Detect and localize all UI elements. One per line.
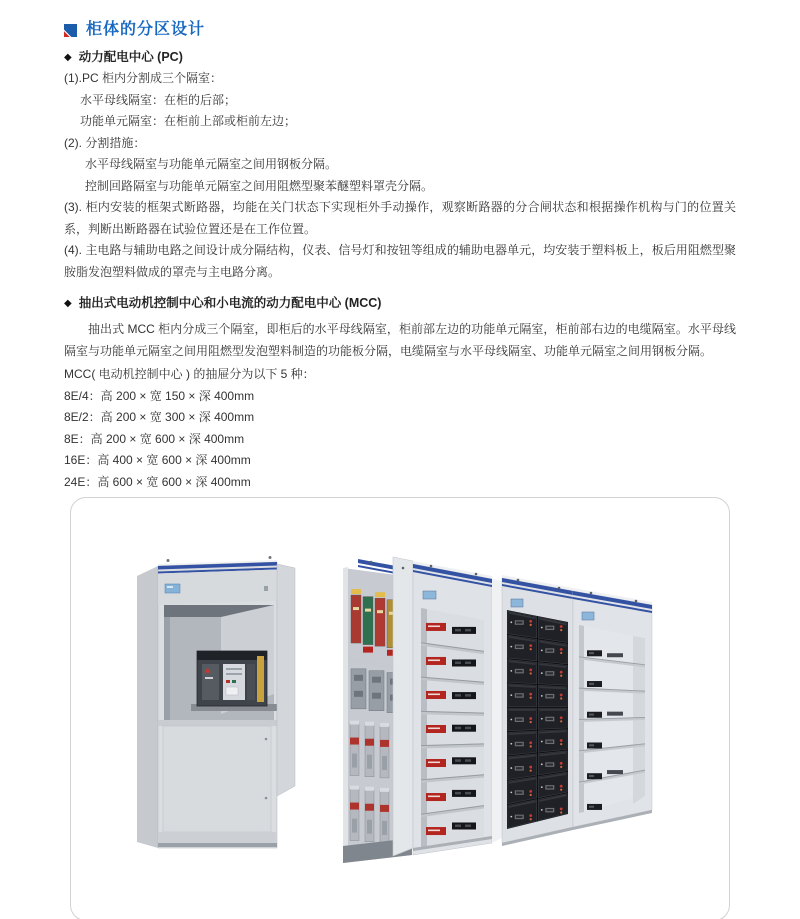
section-mcc bbox=[64, 295, 736, 493]
text-line: 水平母线隔室：在柜的后部； bbox=[80, 92, 237, 107]
page-title: 柜体的分区设计 bbox=[86, 21, 206, 38]
product-photo-frame bbox=[70, 497, 730, 919]
pc-heading-label: 动力配电中心 (PC) bbox=[78, 50, 183, 64]
mcc-drawer-cabinet bbox=[502, 575, 573, 846]
drawer-size-line: 24E：高 600 × 宽 600 × 深 400mm bbox=[64, 474, 251, 489]
text-line: (2). 分割措施： bbox=[64, 135, 146, 150]
diamond-bullet-icon: ◆ bbox=[64, 298, 72, 309]
corner-square-icon bbox=[64, 24, 77, 37]
drawer-size-line: 8E：高 200 × 宽 600 × 深 400mm bbox=[64, 431, 245, 446]
mcc-shelf-cabinet bbox=[413, 561, 492, 855]
text-line: (3). 柜内安装的框架式断路器，均能在关门状态下实现柜外手动操作，观察断路器的分合闸状态和根据操作机构与门的位置关系，判断出断路器在试验位置还是在工作位置。 bbox=[64, 200, 736, 236]
mcc-heading-label: 抽出式电动机控制中心和小电流的动力配电中心 (MCC) bbox=[78, 296, 382, 310]
circuit-breaker bbox=[191, 651, 277, 711]
pc-body bbox=[64, 68, 736, 283]
pc-cabinet bbox=[137, 556, 295, 848]
mcc-busbar-cabinet bbox=[343, 557, 413, 863]
pc-section-heading bbox=[64, 49, 736, 66]
mcc-cabinet-row bbox=[343, 557, 652, 863]
mcc-empty-cabinet bbox=[573, 588, 652, 830]
text-line: 功能单元隔室：在柜前上部或柜前左边； bbox=[80, 114, 297, 128]
drawer-size-line: 16E：高 400 × 宽 600 × 深 400mm bbox=[64, 453, 251, 467]
section-pc bbox=[64, 49, 736, 283]
mcc-section-heading bbox=[64, 295, 736, 312]
page-title-row bbox=[64, 20, 736, 40]
text-line: 水平母线隔室与功能单元隔室之间用钢板分隔。 bbox=[85, 157, 338, 171]
text-line: 控制回路隔室与功能单元隔室之间用阻燃型聚苯醚塑料罩壳分隔。 bbox=[85, 178, 434, 193]
drawer-intro-line: MCC( 电动机控制中心 ) 的抽屉分为以下 5 种： bbox=[64, 367, 315, 381]
drawer-size-line: 8E/4：高 200 × 宽 150 × 深 400mm bbox=[64, 388, 255, 403]
mcc-paragraph: 抽出式 MCC 柜内分成三个隔室，即柜后的水平母线隔室，柜前部左边的功能单元隔室，柜前部右边的电缆隔室。水平母线隔室与功能单元隔室之间用阻燃型发泡塑料制造的功能板分隔，电缆隔室与水平母线隔室、功能单元隔室之间用钢板分隔。 bbox=[64, 322, 736, 358]
text-line: (4). 主电路与辅助电路之间设计成分隔结构，仪表、信号灯和按钮等组成的辅助电器单元，均安装于塑料板上，板后用阻燃型聚胺脂发泡塑料做成的罩壳与主电路分离。 bbox=[64, 243, 736, 279]
diamond-bullet-icon: ◆ bbox=[64, 52, 72, 63]
switchgear-photo bbox=[71, 498, 729, 919]
text-line: (1).PC 柜内分割成三个隔室： bbox=[64, 71, 223, 85]
drawer-size-line: 8E/2：高 200 × 宽 300 × 深 400mm bbox=[64, 410, 255, 424]
mcc-drawer-list bbox=[64, 364, 736, 493]
